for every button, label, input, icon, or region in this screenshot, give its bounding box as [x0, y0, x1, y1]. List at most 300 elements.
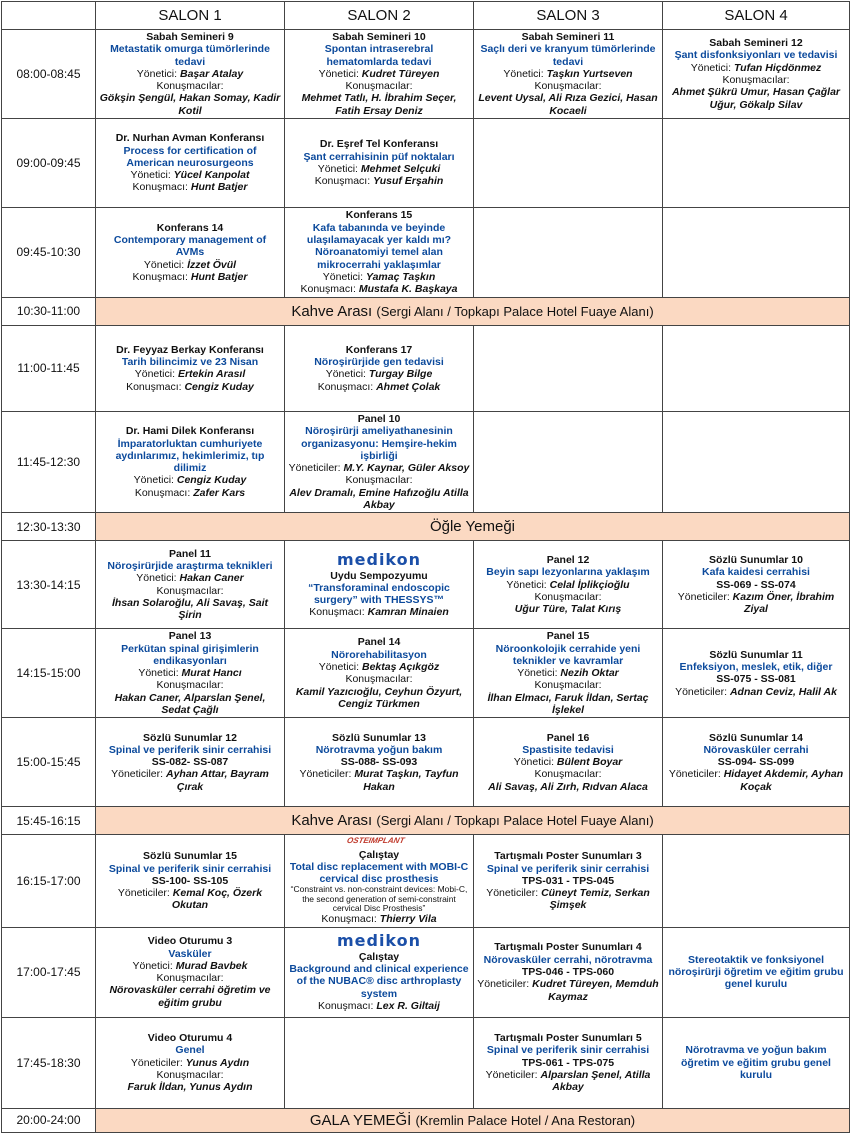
moderator-line — [288, 68, 470, 80]
time-slot: 15:45-16:15 — [2, 807, 96, 835]
session-cell-salon-4 — [663, 118, 850, 207]
speakers-label: Konuşmacılar: — [722, 73, 790, 86]
moderator-name: Murad Bavbek — [175, 959, 248, 972]
speaker-line — [288, 283, 470, 295]
schedule-row — [2, 118, 850, 207]
speakers-label: Konuşmacılar: — [156, 972, 224, 985]
moderator-label: Yöneticiler: — [288, 462, 341, 475]
presentation-codes: SS-100- SS-105 — [151, 874, 229, 887]
time-slot: 17:00-17:45 — [2, 927, 96, 1017]
moderator-line — [666, 686, 846, 698]
break-location: (Sergi Alanı / Topkapı Palace Hotel Fuaye Alanı) — [376, 303, 654, 319]
session-title: Sabah Semineri 11 — [521, 31, 615, 43]
time-slot: 12:30-13:30 — [2, 513, 96, 541]
schedule-row — [2, 411, 850, 512]
speaker-names: Ali Savaş, Ali Zırh, Rıdvan Alaca — [488, 780, 648, 793]
speaker-name: Hunt Batjer — [190, 181, 248, 194]
moderator-label: Yönetici: — [690, 61, 732, 74]
session-title: Sabah Semineri 10 — [332, 31, 426, 43]
session-topic: Nörovasküler cerrahi — [703, 743, 809, 756]
sponsor-logo: medikon — [336, 931, 422, 951]
speaker-names: Faruk İldan, Yunus Aydın — [127, 1081, 253, 1094]
session-topic: Process for certification of American neurosurgeons — [123, 144, 257, 169]
session-title: Video Oturumu 4 — [147, 1031, 233, 1044]
schedule-row — [2, 297, 850, 325]
salon-3-header: SALON 3 — [474, 2, 663, 30]
schedule-row — [2, 1017, 850, 1108]
speaker-label: Konuşmacı: — [321, 913, 377, 926]
moderator-label: Yönetici: — [503, 67, 544, 80]
session-cell-salon-3 — [474, 835, 663, 927]
time-slot: 17:45-18:30 — [2, 1017, 96, 1108]
moderator-line — [99, 169, 281, 181]
session-topic: Genel — [175, 1044, 205, 1057]
moderator-label: Yönetici: — [130, 169, 171, 182]
session-cell-salon-3 — [474, 325, 663, 411]
session-cell-salon-1 — [96, 325, 285, 411]
moderator-line — [99, 259, 281, 271]
moderator-label: Yönetici: — [136, 67, 178, 80]
session-title: Sözlü Sunumlar 14 — [709, 731, 803, 744]
moderator-line — [99, 474, 281, 486]
speakers-label: Konuşmacılar: — [534, 679, 602, 692]
session-cell-salon-4 — [663, 541, 850, 629]
presentation-codes: TPS-046 - TPS-060 — [521, 966, 615, 979]
moderator-label: Yönetici: — [134, 368, 176, 381]
speaker-line — [288, 1000, 470, 1012]
moderator-name: Yamaç Taşkın — [365, 270, 436, 283]
session-title: Konferans 17 — [345, 343, 413, 356]
session-topic: Spinal ve periferik sinir cerrahisi — [108, 862, 272, 875]
speaker-names: Levent Uysal, Ali Rıza Gezici, Hasan Kocaeli — [478, 92, 658, 117]
time-slot: 15:00-15:45 — [2, 718, 96, 807]
speakers-label: Konuşmacılar: — [345, 673, 413, 686]
speaker-line — [288, 606, 470, 618]
session-cell-salon-4 — [663, 927, 850, 1017]
session-title: Dr. Hami Dilek Konferansı — [125, 425, 255, 438]
moderator-name: Kudret Türeyen — [361, 67, 440, 80]
moderator-label: Yöneticiler: — [485, 1068, 538, 1081]
session-cell-salon-3 — [474, 541, 663, 629]
presentation-codes: SS-094- SS-099 — [717, 756, 795, 769]
session-title: Sabah Semineri 12 — [709, 37, 803, 50]
sponsor-logo: medikon — [336, 549, 422, 569]
session-cell-salon-4 — [663, 835, 850, 927]
session-topic: Spinal ve periferik sinir cerrahisi — [486, 1044, 650, 1057]
session-topic: Background and clinical experience of the NUBAC® disc arthroplasty system — [289, 963, 469, 1000]
session-cell-salon-1 — [96, 1017, 285, 1108]
moderator-label: Yöneticiler: — [477, 978, 530, 991]
session-topic: Stereotaktik ve fonksiyonel nöroşirürji öğretim ve eğitim grubu genel kurulu — [668, 953, 844, 991]
session-topic: “Transforaminal endoscopic surgery” with THESSYS™ — [308, 581, 450, 607]
speaker-line — [99, 181, 281, 193]
moderator-label: Yöneticiler: — [130, 1056, 183, 1069]
session-cell-salon-4 — [663, 325, 850, 411]
session-cell-salon-2 — [285, 927, 474, 1017]
session-topic: Spinal ve periferik sinir cerrahisi — [108, 743, 272, 756]
moderator-line — [99, 572, 281, 584]
schedule-row — [2, 513, 850, 541]
moderator-name: Başar Atalay — [179, 67, 244, 80]
session-cell-salon-2 — [285, 411, 474, 512]
salon-4-header: SALON 4 — [663, 2, 850, 30]
session-topic: Nörorehabilitasyon — [331, 648, 427, 661]
session-title: Dr. Eşref Tel Konferansı — [319, 138, 439, 151]
salon-1-header: SALON 1 — [96, 2, 285, 30]
moderator-label: Yönetici: — [318, 67, 359, 80]
session-note: “Constraint vs. non-constraint devices: Mobi-C, the second generation of semi-constraint cervical Disc Prosthesis” — [290, 884, 468, 914]
session-topic: Spastisite tedavisi — [522, 743, 614, 756]
speaker-name: Zafer Kars — [193, 486, 246, 499]
moderator-line — [288, 163, 470, 175]
session-topic: Total disc replacement with MOBI-C cervical disc prosthesis — [289, 860, 469, 886]
moderator-line — [477, 756, 659, 768]
moderator-label: Yönetici: — [318, 660, 360, 673]
moderator-label: Yönetici: — [317, 162, 358, 175]
session-topic: Metastatik omurga tümörlerinde tedavi — [110, 43, 270, 68]
speaker-names: Nörovasküler cerrahi öğretim ve eğitim grubu — [109, 984, 271, 1009]
speaker-line — [99, 487, 281, 499]
moderator-label: Yönetici: — [517, 667, 558, 680]
schedule-row — [2, 30, 850, 119]
moderator-line — [477, 68, 659, 80]
moderator-line — [288, 462, 470, 474]
moderator-line — [99, 368, 281, 380]
schedule-row — [2, 541, 850, 629]
time-slot: 08:00-08:45 — [2, 30, 96, 119]
session-cell-salon-3 — [474, 629, 663, 718]
schedule-row — [2, 629, 850, 718]
speakers-label: Konuşmacılar: — [156, 584, 224, 597]
sponsor-logo: OSTEIMPLANT — [346, 836, 406, 846]
schedule-row — [2, 207, 850, 297]
session-title: Panel 10 — [357, 412, 401, 425]
speaker-line — [288, 913, 470, 925]
time-slot: 09:00-09:45 — [2, 118, 96, 207]
speaker-label: Konuşmacı: — [318, 999, 374, 1012]
moderator-name: Bektaş Açıkgöz — [361, 660, 440, 673]
speaker-label: Konuşmacı: — [309, 606, 365, 619]
session-topic: Beyin sapı lezyonlarına yaklaşım — [486, 566, 650, 579]
speaker-name: Mustafa K. Başkaya — [358, 283, 458, 296]
time-slot: 11:45-12:30 — [2, 411, 96, 512]
speaker-line — [99, 381, 281, 393]
moderator-label: Yönetici: — [506, 578, 547, 591]
speaker-names: Alev Dramalı, Emine Hafızoğlu Atilla Akbay — [289, 486, 469, 511]
session-topic: Nöroşirürji ameliyathanesinin organizasyonu: Hemşire-hekim işbirliği — [301, 425, 457, 462]
break-banner — [96, 1108, 850, 1132]
session-cell-salon-2 — [285, 1017, 474, 1108]
session-title: Tartışmalı Poster Sunumları 5 — [494, 1031, 642, 1044]
session-title: Panel 15 — [546, 630, 590, 643]
speaker-names: İlhan Elmacı, Faruk İldan, Sertaç İşlekel — [487, 691, 649, 716]
session-cell-salon-2 — [285, 835, 474, 927]
session-title: Sözlü Sunumlar 10 — [709, 554, 803, 567]
break-banner — [96, 297, 850, 325]
speaker-line — [288, 381, 470, 393]
session-topic: Nöroşirürjide gen tedavisi — [314, 356, 444, 369]
break-location: (Sergi Alanı / Topkapı Palace Hotel Fuaye Alanı) — [376, 813, 654, 829]
moderator-name: Kemal Koç, Özerk Okutan — [171, 887, 263, 912]
session-title: Sabah Semineri 9 — [146, 31, 234, 43]
session-topic: Nöroonkolojik cerrahide yeni teknikler ve kavramlar — [495, 642, 641, 667]
session-topic: Contemporary management of AVMs — [113, 234, 267, 259]
speaker-names: Mehmet Tatlı, H. İbrahim Seçer, Fatih Ersay Deniz — [301, 92, 457, 117]
moderator-line — [666, 591, 846, 616]
moderator-line — [477, 887, 659, 912]
speaker-name: Cengiz Kuday — [184, 380, 254, 393]
session-cell-salon-2 — [285, 541, 474, 629]
session-cell-salon-2 — [285, 30, 474, 119]
session-topic: Şant cerrahisinin püf noktaları — [303, 150, 455, 163]
moderator-line — [99, 768, 281, 793]
speaker-names: Kamil Yazıcıoğlu, Ceyhun Özyurt, Cengiz Türkmen — [295, 685, 463, 710]
session-topic: Şant disfonksiyonları ve tedavisi — [674, 49, 838, 62]
moderator-name: Bülent Boyar — [556, 756, 623, 769]
moderator-line — [477, 579, 659, 591]
moderator-line — [288, 661, 470, 673]
schedule-table — [1, 1, 850, 1133]
time-slot: 11:00-11:45 — [2, 325, 96, 411]
moderator-line — [99, 887, 281, 912]
break-banner — [96, 807, 850, 835]
moderator-line — [288, 271, 470, 283]
session-cell-salon-3 — [474, 30, 663, 119]
session-title: Tartışmalı Poster Sunumları 4 — [494, 941, 642, 954]
presentation-codes: SS-082- SS-087 — [151, 756, 229, 769]
speaker-label: Konuşmacı: — [300, 283, 356, 296]
schedule-row — [2, 835, 850, 927]
session-cell-salon-3 — [474, 411, 663, 512]
session-topic: Perkütan spinal girişimlerin endikasyonları — [121, 642, 259, 667]
session-title: Uydu Sempozyumu — [330, 569, 428, 582]
moderator-line — [99, 960, 281, 972]
time-slot: 09:45-10:30 — [2, 207, 96, 297]
speaker-name: Yusuf Erşahin — [373, 175, 444, 188]
session-cell-salon-2 — [285, 325, 474, 411]
moderator-name: Cüneyt Temiz, Serkan Şimşek — [541, 887, 650, 912]
moderator-line — [666, 768, 846, 793]
moderator-name: Murat Hancı — [181, 667, 242, 680]
speakers-label: Konuşmacılar: — [345, 80, 413, 93]
moderator-line — [99, 667, 281, 679]
speaker-name: Hunt Batjer — [190, 270, 248, 283]
session-cell-salon-1 — [96, 118, 285, 207]
speaker-label: Konuşmacı: — [132, 181, 188, 194]
session-title: Sözlü Sunumlar 13 — [332, 731, 426, 744]
session-cell-salon-2 — [285, 118, 474, 207]
session-topic: Spinal ve periferik sinir cerrahisi — [486, 862, 650, 875]
moderator-name: Yücel Kanpolat — [173, 169, 250, 182]
moderator-name: Hidayet Akdemir, Ayhan Koçak — [723, 768, 844, 793]
speakers-label: Konuşmacılar: — [534, 80, 602, 93]
speaker-line — [288, 175, 470, 187]
session-title: Panel 14 — [357, 636, 401, 649]
salon-2-header: SALON 2 — [285, 2, 474, 30]
break-banner — [96, 513, 850, 541]
moderator-name: Hakan Caner — [179, 572, 244, 585]
speaker-names: Ahmet Şükrü Umur, Hasan Çağlar Uğur, Gökalp Silav — [671, 86, 841, 111]
moderator-name: Mehmet Selçuki — [360, 162, 441, 175]
speakers-label: Konuşmacılar: — [156, 1068, 224, 1081]
session-topic: Kafa tabanında ve beyinde ulaşılamayacak yer kaldı mı? Nöroanatomiyi temel alan mikrocerrahi yaklaşımlar — [306, 221, 452, 271]
moderator-line — [477, 667, 659, 679]
moderator-label: Yönetici: — [132, 959, 173, 972]
session-title: Panel 13 — [168, 630, 212, 643]
session-topic: Nöroşirürjide araştırma teknikleri — [107, 560, 273, 573]
speakers-label: Konuşmacılar: — [156, 679, 224, 692]
break-title: Kahve Arası — [291, 812, 373, 830]
session-title: Konferans 15 — [345, 209, 413, 222]
speakers-label: Konuşmacılar: — [534, 590, 602, 603]
moderator-name: Ertekin Arasıl — [177, 368, 246, 381]
moderator-name: Taşkın Yurtseven — [546, 67, 633, 80]
moderator-label: Yöneticiler: — [299, 768, 352, 781]
session-cell-salon-4 — [663, 1017, 850, 1108]
moderator-label: Yöneticiler: — [675, 685, 728, 698]
session-cell-salon-4 — [663, 718, 850, 807]
schedule-row — [2, 927, 850, 1017]
session-cell-salon-1 — [96, 718, 285, 807]
moderator-label: Yönetici: — [143, 258, 185, 271]
session-title: Dr. Nurhan Avman Konferansı — [115, 132, 265, 145]
moderator-line — [477, 978, 659, 1003]
speakers-label: Konuşmacılar: — [345, 474, 413, 487]
session-title: Dr. Feyyaz Berkay Konferansı — [116, 343, 264, 356]
moderator-label: Yönetici: — [138, 667, 179, 680]
speaker-label: Konuşmacı: — [132, 270, 188, 283]
session-topic: Nörotravma yoğun bakım — [315, 743, 443, 756]
speaker-line — [99, 271, 281, 283]
moderator-label: Yönetici: — [133, 474, 174, 487]
moderator-label: Yönetici: — [322, 270, 364, 283]
session-cell-salon-2 — [285, 629, 474, 718]
moderator-label: Yönetici: — [325, 368, 366, 381]
session-topic: Saçlı deri ve kranyum tümörlerinde tedavi — [480, 43, 656, 68]
session-topic: İmparatorluktan cumhuriyete aydınlarımız, hekimlerimiz, tıp dilimiz — [115, 437, 265, 475]
session-title: Video Oturumu 3 — [147, 935, 233, 948]
moderator-line — [99, 68, 281, 80]
session-cell-salon-1 — [96, 30, 285, 119]
session-topic: Nörotravma ve yoğun bakım öğretim ve eğitim grubu genel kurulu — [681, 1044, 831, 1081]
session-cell-salon-1 — [96, 927, 285, 1017]
moderator-line — [477, 1069, 659, 1094]
schedule-row — [2, 325, 850, 411]
break-location: (Kremlin Palace Hotel / Ana Restoran) — [415, 1112, 636, 1128]
session-topic: Spontan intraserebral hematomlarda tedavi — [324, 43, 434, 68]
presentation-codes: SS-088- SS-093 — [340, 756, 418, 769]
time-slot: 10:30-11:00 — [2, 297, 96, 325]
session-cell-salon-4 — [663, 411, 850, 512]
session-cell-salon-3 — [474, 927, 663, 1017]
speaker-label: Konuşmacı: — [134, 486, 191, 499]
session-topic: Kafa kaidesi cerrahisi — [702, 566, 810, 579]
time-slot: 20:00-24:00 — [2, 1108, 96, 1132]
session-cell-salon-4 — [663, 30, 850, 119]
speakers-label: Konuşmacılar: — [156, 80, 224, 93]
session-title: Sözlü Sunumlar 15 — [143, 850, 237, 863]
time-slot: 13:30-14:15 — [2, 541, 96, 629]
moderator-label: Yöneticiler: — [668, 768, 721, 781]
break-title: GALA YEMEĞİ — [309, 1111, 412, 1129]
moderator-line — [288, 368, 470, 380]
presentation-codes: SS-069 - SS-074 — [716, 578, 796, 591]
session-topic: Tarih bilincimiz ve 23 Nisan — [121, 356, 259, 369]
moderator-name: Tufan Hiçdönmez — [733, 61, 822, 74]
moderator-label: Yönetici: — [136, 572, 177, 585]
moderator-name: Adnan Ceviz, Halil Ak — [729, 685, 837, 698]
session-title: Tartışmalı Poster Sunumları 3 — [494, 850, 642, 863]
moderator-name: Yunus Aydın — [185, 1056, 250, 1069]
schedule-body — [2, 30, 850, 1133]
moderator-label: Yöneticiler: — [677, 590, 730, 603]
break-title: Öğle Yemeği — [429, 518, 516, 536]
moderator-name: İzzet Övül — [187, 258, 237, 271]
session-cell-salon-3 — [474, 207, 663, 297]
moderator-name: Celal İplikçioğlu — [549, 578, 630, 591]
moderator-label: Yönetici: — [513, 756, 554, 769]
session-cell-salon-3 — [474, 1017, 663, 1108]
speaker-name: Thierry Vila — [379, 913, 437, 926]
speaker-names: Hakan Caner, Alparslan Şenel, Sedat Çağlı — [114, 691, 266, 716]
session-cell-salon-4 — [663, 629, 850, 718]
speaker-names: Gökşin Şengül, Hakan Somay, Kadir Kotil — [99, 92, 281, 117]
speaker-label: Konuşmacı: — [314, 175, 371, 188]
moderator-name: Turgay Bilge — [368, 368, 433, 381]
session-cell-salon-3 — [474, 118, 663, 207]
session-cell-salon-3 — [474, 718, 663, 807]
moderator-name: Kazım Öner, İbrahim Ziyal — [732, 590, 835, 616]
session-title: Panel 12 — [546, 554, 590, 567]
speaker-name: Lex R. Giltaij — [376, 999, 440, 1012]
session-topic: Vasküler — [168, 947, 212, 960]
moderator-line — [666, 62, 846, 74]
moderator-label: Yöneticiler: — [117, 887, 170, 900]
session-cell-salon-1 — [96, 207, 285, 297]
moderator-line — [99, 1057, 281, 1069]
speaker-name: Kamran Minaien — [367, 606, 449, 619]
break-title: Kahve Arası — [291, 302, 373, 320]
moderator-name: Murat Taşkın, Tayfun Hakan — [354, 768, 459, 793]
speaker-names: İhsan Solaroğlu, Ali Savaş, Sait Şirin — [112, 597, 268, 622]
session-title: Çalıştay — [358, 950, 400, 963]
moderator-label: Yöneticiler: — [486, 887, 539, 900]
header-row — [2, 2, 850, 30]
moderator-name: Ayhan Attar, Bayram Çırak — [165, 768, 269, 793]
schedule-row — [2, 807, 850, 835]
time-slot: 16:15-17:00 — [2, 835, 96, 927]
moderator-name: M.Y. Kaynar, Güler Aksoy — [343, 462, 470, 475]
moderator-name: Kudret Türeyen, Memduh Kaymaz — [532, 978, 659, 1003]
speaker-name: Ahmet Çolak — [376, 380, 441, 393]
schedule-row — [2, 1108, 850, 1132]
session-title: Sözlü Sunumlar 12 — [143, 731, 237, 744]
session-cell-salon-4 — [663, 207, 850, 297]
speaker-names: Uğur Türe, Talat Kırış — [514, 603, 622, 616]
moderator-name: Nezih Oktar — [560, 667, 619, 680]
moderator-name: Cengiz Kuday — [176, 474, 247, 487]
session-title: Panel 16 — [546, 731, 590, 744]
presentation-codes: TPS-031 - TPS-045 — [521, 874, 615, 887]
presentation-codes: TPS-061 - TPS-075 — [521, 1056, 615, 1069]
session-topic: Nörovasküler cerrahi, nörotravma — [483, 953, 653, 966]
session-title: Panel 11 — [168, 547, 212, 560]
session-title: Konferans 14 — [156, 221, 224, 234]
speaker-label: Konuşmacı: — [126, 380, 182, 393]
schedule-row — [2, 718, 850, 807]
moderator-label: Yöneticiler: — [111, 768, 164, 781]
time-header — [2, 2, 96, 30]
